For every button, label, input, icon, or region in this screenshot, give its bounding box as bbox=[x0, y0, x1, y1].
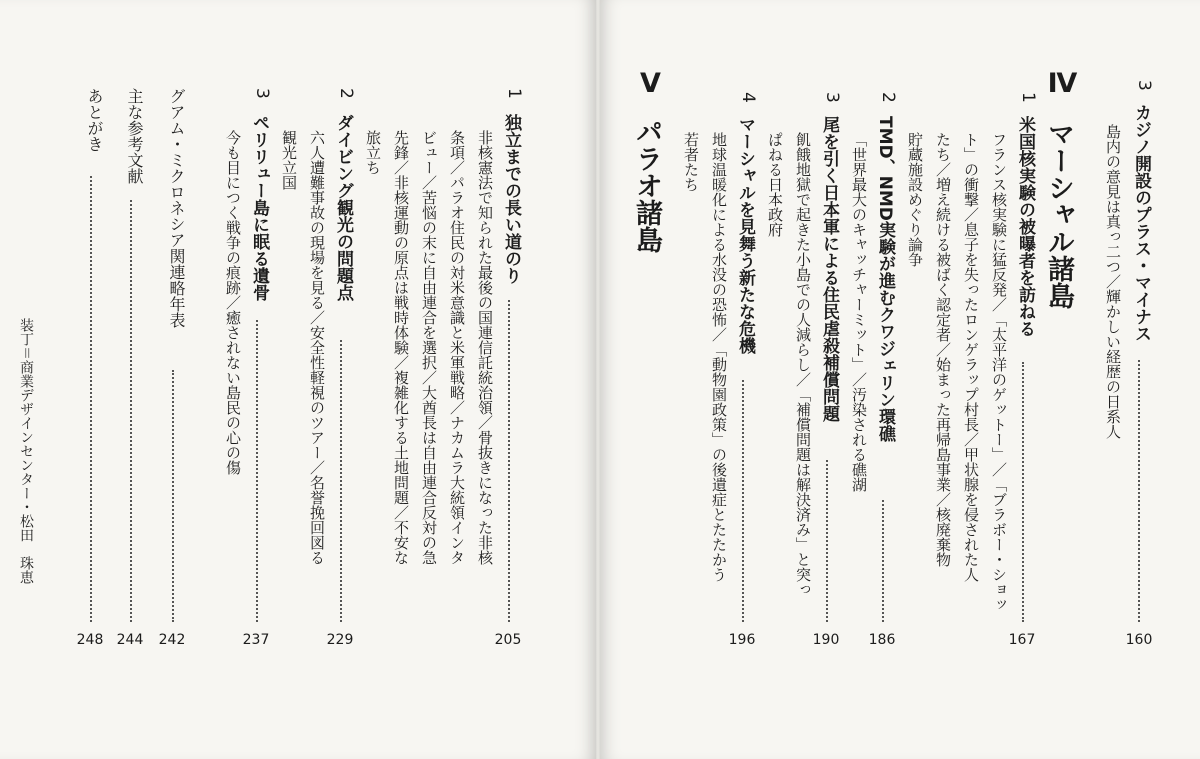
leader-dots bbox=[172, 370, 176, 622]
chapter-title: 独立までの長い道のり bbox=[501, 114, 521, 284]
page-number: 190 bbox=[812, 632, 840, 648]
chapter-title: TMD、NMD実験が進むクワジェリン環礁 bbox=[875, 116, 895, 442]
part-title: マーシャル諸島 bbox=[1043, 120, 1074, 309]
part-numeral: Ⅳ bbox=[1047, 68, 1078, 99]
appendix-title: 主な参考文献 bbox=[125, 88, 144, 184]
leader-dots bbox=[742, 380, 746, 622]
chapter-subtopic: 今も目につく戦争の痕跡／癒されない島民の心の傷 bbox=[224, 130, 242, 475]
chapter-subtopic: 「世界最大のキャッチャーミット」／汚染される礁湖 bbox=[850, 132, 868, 492]
chapter-title: 米国核実験の被曝者を訪ねる bbox=[1015, 116, 1035, 337]
page-number: 196 bbox=[728, 632, 756, 648]
right-page bbox=[600, 0, 1200, 759]
chapter-subtopic: 若者たち bbox=[682, 132, 700, 192]
design-credit: 装丁＝商業デザインセンター・松田 珠恵 bbox=[18, 318, 34, 584]
leader-dots bbox=[340, 340, 344, 622]
chapter-subtopic: 旅立ち bbox=[364, 130, 382, 175]
chapter-subtopic: 非核憲法で知られた最後の国連信託統治領／骨抜きになった非核 bbox=[476, 130, 494, 565]
leader-dots bbox=[130, 200, 134, 622]
page-number: 242 bbox=[158, 632, 186, 648]
page-number: 205 bbox=[494, 632, 522, 648]
chapter-subtopic: ト」の衝撃／息子を失ったロンゲラップ村長／甲状腺を侵された人 bbox=[962, 132, 980, 582]
chapter-subtopic: 先鋒／非核運動の原点は戦時体験／複雑化する土地問題／不安な bbox=[392, 130, 410, 565]
chapter-title: マーシャルを見舞う新たな危機 bbox=[735, 116, 755, 354]
chapter-subtopic: 六人遭難事故の現場を見る／安全性軽視のツアー／名誉挽回図る bbox=[308, 130, 326, 565]
part-title: パラオ諸島 bbox=[631, 118, 662, 253]
appendix-title: グアム・ミクロネシア関連略年表 bbox=[167, 88, 186, 328]
page-number: 167 bbox=[1008, 632, 1036, 648]
page-number: 160 bbox=[1125, 632, 1153, 648]
chapter-subtopic: 観光立国 bbox=[280, 130, 298, 190]
leader-dots bbox=[508, 300, 512, 622]
part-numeral: Ⅴ bbox=[635, 68, 666, 99]
chapter-subtopic: 貯蔵施設めぐり論争 bbox=[906, 132, 924, 267]
chapter-number: 4 bbox=[738, 92, 758, 103]
chapter-subtopic: ビュー／苦悩の末に自由連合を選択／大酋長は自由連合反対の急 bbox=[420, 130, 438, 565]
page-number: 186 bbox=[868, 632, 896, 648]
chapter-number: 3 bbox=[1134, 80, 1154, 91]
leader-dots bbox=[1022, 362, 1026, 622]
chapter-subtopic: 条項／パラオ住民の対米意識と米軍戦略／ナカムラ大統領インタ bbox=[448, 130, 466, 565]
chapter-subtopic: 飢餓地獄で起きた小島での人減らし／「補償問題は解決済み」と突っ bbox=[794, 132, 812, 597]
leader-dots bbox=[90, 176, 94, 622]
chapter-number: 1 bbox=[1018, 92, 1038, 103]
page-number: 229 bbox=[326, 632, 354, 648]
page-number: 248 bbox=[76, 632, 104, 648]
appendix-title: あとがき bbox=[85, 88, 104, 152]
chapter-title: ペリリュー島に眠る遺骨 bbox=[249, 114, 269, 301]
left-page bbox=[0, 0, 596, 759]
chapter-subtopic: 島内の意見は真っ二つ／輝かしい経歴の日系人 bbox=[1104, 124, 1122, 439]
chapter-number: 2 bbox=[878, 92, 898, 103]
chapter-subtopic: ぱねる日本政府 bbox=[766, 132, 784, 237]
chapter-number: 2 bbox=[336, 88, 356, 99]
chapter-number: 3 bbox=[822, 92, 842, 103]
chapter-subtopic: フランス核実験に猛反発／「太平洋のゲットー」／「ブラボー・ショッ bbox=[990, 132, 1008, 612]
chapter-subtopic: たち／増え続ける被ばく認定者／始まった再帰島事業／核廃棄物 bbox=[934, 132, 952, 567]
leader-dots bbox=[882, 500, 886, 622]
chapter-title: カジノ開設のプラス・マイナス bbox=[1131, 104, 1151, 342]
chapter-number: 1 bbox=[504, 88, 524, 99]
page-number: 237 bbox=[242, 632, 270, 648]
chapter-title: 尾を引く日本軍による住民虐殺補償問題 bbox=[819, 116, 839, 422]
chapter-subtopic: 地球温暖化による水没の恐怖／「動物園政策」の後遺症とたたかう bbox=[710, 132, 728, 582]
chapter-title: ダイビング観光の問題点 bbox=[333, 114, 353, 301]
chapter-number: 3 bbox=[252, 88, 272, 99]
leader-dots bbox=[256, 320, 260, 622]
leader-dots bbox=[1138, 360, 1142, 622]
leader-dots bbox=[826, 460, 830, 622]
page-number: 244 bbox=[116, 632, 144, 648]
